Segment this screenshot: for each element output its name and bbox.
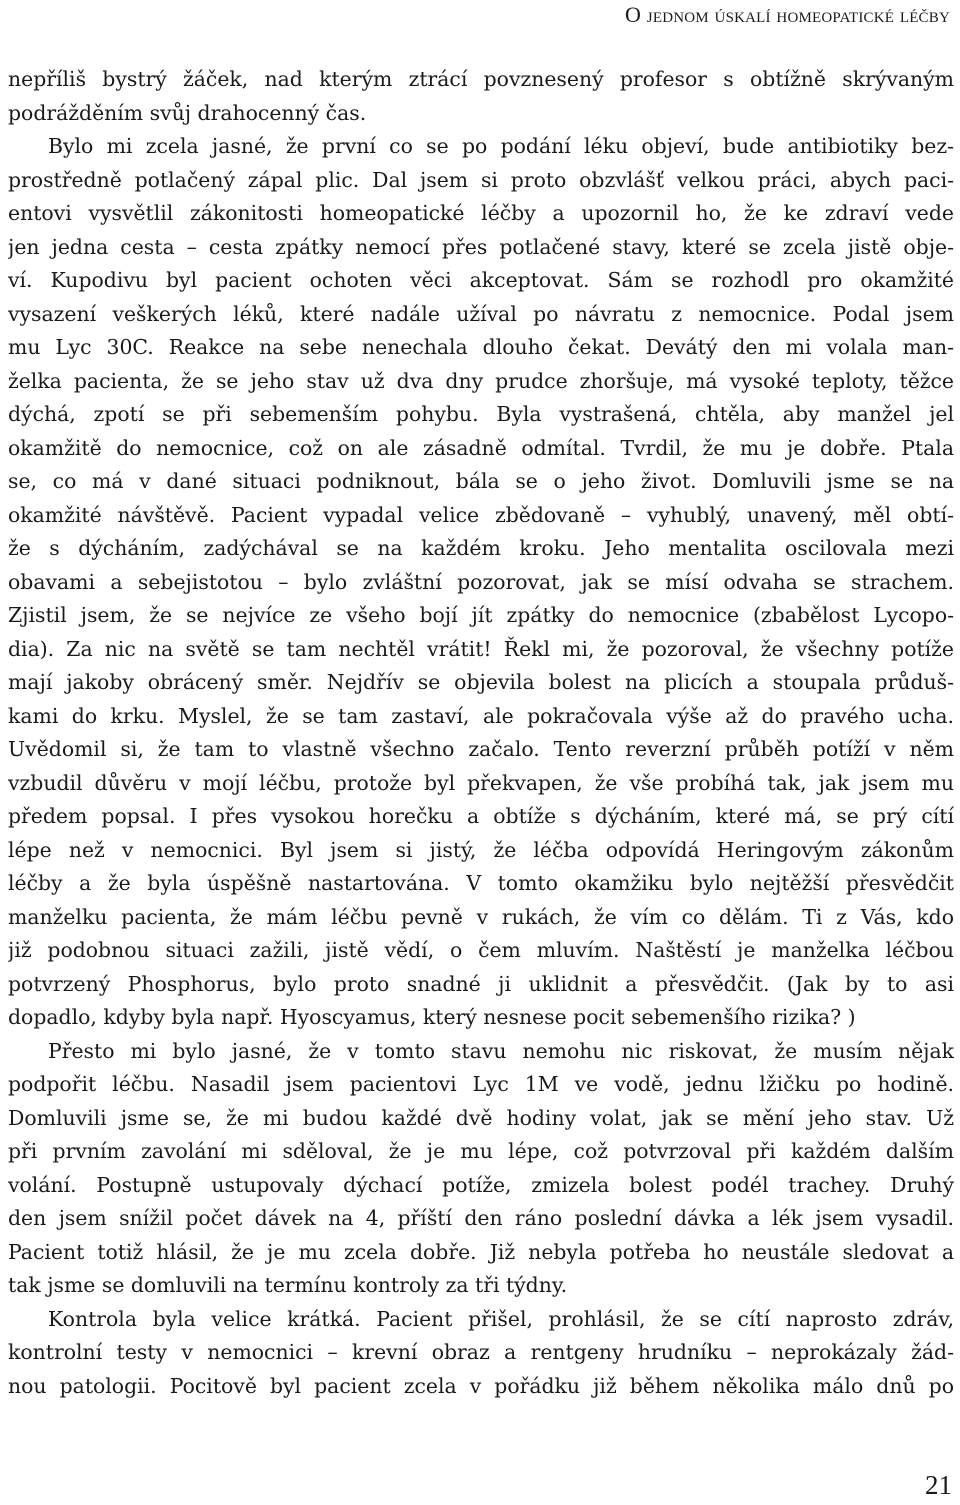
text-line: Kontrola byla velice krátká. Pacient přišel, prohlásil, že se cítí naprosto zdráv, [48,1306,954,1331]
text-line: se, co má v dané situaci podniknout, bála se o jeho život. Domluvili jsme se na [8,469,954,493]
text-line: nou patologii. Pocitově byl pacient zcela v pořádku již během několika málo dnů po [8,1373,954,1398]
text-line: manželku pacienta, že mám léčbu pevně v rukách, že vím co dělám. Ti z Vás, kdo [8,904,954,929]
text-line: jen jedna cesta – cesta zpátky nemocí přes potlačené stavy, které se zcela jistě obje- [8,234,954,259]
text-line: prostředně potlačený zápal plic. Dal jsem si proto obzvlášť velkou práci, abych paci- [8,167,954,192]
text-line: již podobnou situaci zažili, jistě vědí, o čem mluvím. Naštěstí je manželka léčbou [8,938,954,962]
text-line: mu Lyc 30C. Reakce na sebe nenechala dlouho čekat. Devátý den mi volala man- [8,335,954,359]
text-line: že s dýcháním, zadýchával se na každém kroku. Jeho mentalita oscilovala mezi [8,536,954,560]
text-line: podpořit léčbu. Nasadil jsem pacientovi Lyc 1M ve vodě, jednu lžičku po hodině. [8,1072,954,1096]
text-line: Zjistil jsem, že se nejvíce ze všeho bojí jít zpátky do nemocnice (zbabělost Lycopo- [8,603,954,627]
text-line: Přesto mi bylo jasné, že v tomto stavu nemohu nic riskovat, že musím nějak [48,1038,954,1063]
text-line: léčby a že byla úspěšně nastartována. V tomto okamžiku bylo nejtěžší přesvědčit [8,871,954,895]
body-text [8,63,954,1403]
text-line: předem popsal. I přes vysokou horečku a obtíže s dýcháním, které má, se prý cítí [8,804,954,828]
text-line: dýchá, zpotí se při sebemenším pohybu. Byla vystrašená, chtěla, aby manžel jel [8,402,954,426]
text-line: nepříliš bystrý žáček, nad kterým ztrácí povznesený profesor s obtížně skrývaným [8,67,954,91]
text-line: Domluvili jsme se, že mi budou každé dvě hodiny volat, jak se mění jeho stav. Už [8,1105,954,1130]
text-line: Uvědomil si, že tam to vlastně všechno začalo. Tento reverzní průběh potíží v něm [8,737,954,761]
text-line: kontrolní testy v nemocnici – krevní obraz a rentgeny hrudníku – neprokázaly žád- [8,1340,954,1364]
text-line: volání. Postupně ustupovaly dýchací potíže, zmizela bolest podél trachey. Druhý [8,1172,954,1197]
text-line: podrážděním svůj drahocenný čas. [8,100,367,125]
text-line: Pacient totiž hlásil, že je mu zcela dobře. Již nebyla potřeba ho neustále sledovat a [8,1239,954,1264]
text-line: vysazení veškerých léků, které nadále užíval po návratu z nemocnice. Podal jsem [8,301,954,326]
text-line: okamžité návštěvě. Pacient vypadal velice zbědovaně – vyhublý, unavený, měl obtí- [8,502,954,527]
text-line: entovi vysvětlil zákonitosti homeopatické léčby a upozornil ho, že ke zdraví vede [8,201,954,225]
text-line: při prvním zavolání mi sděloval, že je mu lépe, což potvrzoval při každém dalším [8,1139,954,1163]
text-line: obavami a sebejistotou – bylo zvláštní pozorovat, jak se mísí odvaha se strachem. [8,569,954,594]
text-line: mají jakoby obrácený směr. Nejdřív se objevila bolest na plicích a stoupala průduš- [8,670,954,694]
text-line: ví. Kupodivu byl pacient ochoten věci akceptovat. Sám se rozhodl pro okamžité [8,268,954,292]
text-line: potvrzený Phosphorus, bylo proto snadné ji uklidnit a přesvědčit. (Jak by to asi [8,971,954,996]
running-header-title: O jednom úskalí homeopatické léčby [625,2,950,27]
text-line: kami do krku. Myslel, že se tam zastaví, ale pokračovala výše až do pravého ucha. [8,703,954,728]
text-line: lépe než v nemocnici. Byl jsem si jistý, že léčba odpovídá Heringovým zákonům [8,837,954,862]
text-line: den jsem snížil počet dávek na 4, příští den ráno poslední dávka a lék jsem vysadil. [8,1206,954,1230]
text-line: želka pacienta, že se jeho stav už dva dny prudce zhoršuje, má vysoké teploty, těžce [8,368,954,393]
text-line: dopadlo, kdyby byla např. Hyoscyamus, který nesnese pocit sebemenšího rizika? ) [8,1005,856,1029]
text-line: Bylo mi zcela jasné, že první co se po podání léku objeví, bude antibiotiky bez- [48,134,954,158]
text-line: dia). Za nic na světě se tam nechtěl vrátit! Řekl mi, že pozoroval, že všechny potíže [8,636,954,661]
text-line: okamžitě do nemocnice, což on ale zásadně odmítal. Tvrdil, že mu je dobře. Ptala [8,435,954,460]
text-line: tak jsme se domluvili na termínu kontroly za tři týdny. [8,1273,568,1297]
page-number: 21 [925,1470,952,1500]
text-line: vzbudil důvěru v mojí léčbu, protože byl překvapen, že vše probíhá tak, jak jsem mu [8,770,954,795]
